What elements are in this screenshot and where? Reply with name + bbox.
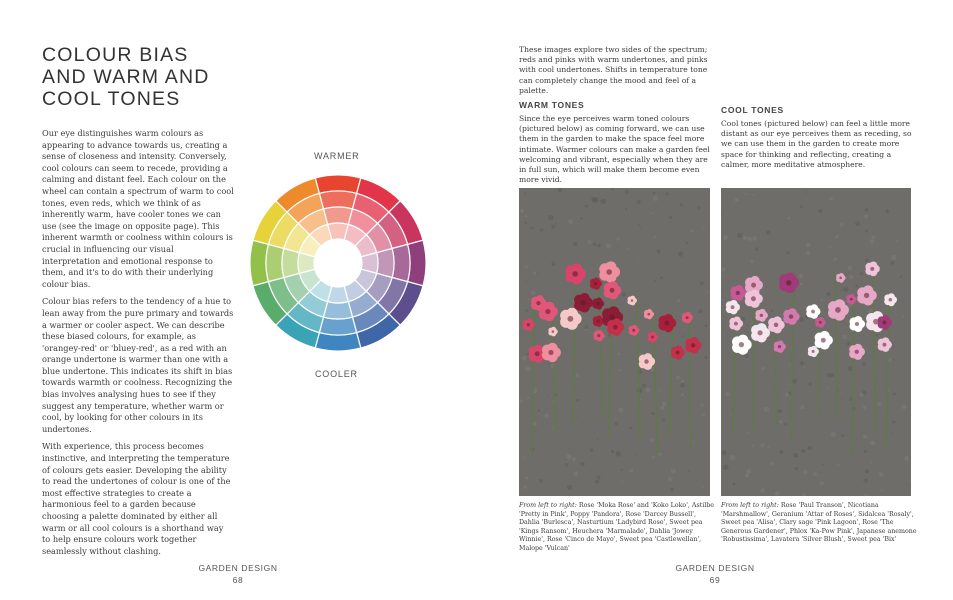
title-line: COOL TONES — [42, 88, 181, 110]
flower-centre — [855, 322, 859, 326]
flower-centre — [734, 322, 738, 326]
wheel-segment — [324, 207, 353, 224]
cool-photo-caption — [721, 502, 917, 545]
flower-centre — [786, 280, 791, 285]
footer-title: GARDEN DESIGN — [198, 563, 278, 573]
flower-centre — [606, 269, 612, 275]
flower-centre — [596, 302, 599, 305]
flower-centre — [864, 293, 869, 298]
flower-centre — [821, 338, 826, 343]
flower-centre — [580, 300, 585, 305]
wheel-segment — [377, 249, 394, 278]
flower-centre — [686, 316, 689, 319]
flower-stem — [669, 317, 673, 436]
wheel-segment — [392, 244, 410, 281]
flower-stem — [573, 270, 577, 427]
flower-centre — [632, 329, 635, 332]
wheel-center — [315, 240, 361, 286]
flower-centre — [850, 298, 853, 301]
flower-stem — [873, 263, 876, 430]
flower-centre — [889, 298, 892, 301]
flower-stem — [835, 271, 837, 418]
body-paragraph: Our eye distinguishes warm colours as appearing to advance towards us, creating a sense of closeness and intensity. Conversely, cool colours can seem to recede, providing a calming and distant feel. Each colour on the wheel can contain a spectrum of warm to cool tones, even reds, which we think of as inherently warm, have cooler tones we can use (see the image on opposite page). This inherent warmth or coolness within colours is crucial in influencing our visual interpretation and emotional response to them, and it's to do with their underlying colour bias. — [42, 128, 234, 289]
body-paragraph: With experience, this process becomes instinctive, and interpreting the temperature of colours gets easier. Developing the ability to read the undertones of colour is one of the most effective strategies to create a harmonious feel to a garden because choosing a palette dominated by either all warm or all cool colours is a shorthand way to help ensure colours work together seamlessly without clashing. — [42, 441, 231, 556]
footer-title: GARDEN DESIGN — [675, 563, 755, 573]
flower-centre — [545, 309, 550, 314]
title-line: COLOUR BIAS — [42, 44, 189, 66]
flower-stem — [553, 306, 555, 430]
flower-centre — [778, 345, 781, 348]
caption-lead: From left to right: — [721, 502, 779, 509]
page-title — [42, 44, 262, 110]
body-text — [42, 128, 234, 563]
flower-centre — [789, 314, 793, 318]
wheel-segment — [324, 302, 353, 319]
caption-text: Rose 'Moka Rose' and 'Koko Loko', Astilbe 'Pretty in Pink', Poppy 'Pandora', Rose 'Darcey Bussell', Dahlia 'Burlesca', Nasturtium 'Ladybird Rose', Sweet pea 'Kings Ransom', Heuchera 'Marmalade', Dahlia 'Jowey Winnie', Rose 'Cinco de Mayo', Sweet pea 'Castlewellan', Malope 'Vulcan' — [519, 502, 715, 552]
caption-lead: From left to right: — [519, 502, 577, 509]
flower-stem — [688, 310, 691, 449]
flower-centre — [739, 342, 744, 347]
flower-centre — [812, 350, 815, 353]
cool-tones-text: Cool tones (pictured below) can feel a little more distant as our eye perceives them as receding, so we can use them in the garden to create more space for thinking and reflecting, creating a calmer, more meditative atmosphere. — [721, 119, 912, 169]
warm-photo-caption — [519, 502, 715, 554]
flower-centre — [774, 323, 779, 328]
flower-centre — [883, 320, 887, 324]
warm-tones-text: Since the eye perceives warm toned colours (pictured below) as coming forward, we can use them in the garden to make the space feel more intimate. Warmer colours can make a garden feel welcoming and vibrant, especially when they are in full sun, which will make them become even more vivid. — [519, 114, 710, 185]
flower-centre — [644, 359, 648, 363]
wheel-segment — [282, 249, 299, 278]
page-number: 69 — [709, 575, 721, 585]
right-page — [476, 0, 953, 600]
flower-centre — [631, 299, 634, 302]
page-footer — [615, 562, 815, 586]
cool-tones-heading: COOL TONES — [721, 105, 784, 115]
flower-centre — [811, 310, 815, 314]
flower-centre — [597, 334, 600, 337]
flower-centre — [839, 277, 842, 280]
wheel-segment — [266, 244, 284, 281]
page-number: 68 — [232, 575, 244, 585]
flower-centre — [651, 336, 654, 339]
wheel-segment — [319, 317, 356, 335]
flower-centre — [597, 320, 600, 323]
flower-centre — [572, 271, 578, 277]
flower-centre — [613, 325, 618, 330]
flower-centre — [567, 316, 573, 322]
left-page — [0, 0, 476, 600]
flower-stem — [791, 274, 795, 443]
flower-centre — [835, 307, 841, 313]
flower-stem — [637, 296, 641, 442]
body-paragraph: Colour bias refers to the tendency of a hue to lean away from the pure primary and towards a warmer or cooler aspect. We can describe these biased colours, for example, as 'orangey-red' or 'bluey-red', as a red with an orange undertone is warmer than one with a blue undertone. This indicates its shift in bias towards warmth or coolness. Recognizing the bias involves analysing hues to see if they suggest any temperature, whether warm or cool, by looking for other colours in its undertones. — [42, 296, 234, 434]
warm-tones-heading: WARM TONES — [519, 100, 585, 110]
caption-text: Rose 'Paul Transon', Nicotiana 'Marshmallow', Geranium 'Attar of Roses', Sidalcea 'Rosaly', Sweet pea 'Alisa', Clary sage 'Pink Lagoon', Rose 'The Generous Gardener', Phlox 'Ka-Pow Pink', Japanese anemone 'Robustissima', Lavatera 'Silver Blush', Sweet pea 'Bix' — [721, 502, 917, 544]
wheel-warmer-label: WARMER — [314, 151, 360, 161]
flower-stem — [653, 309, 658, 453]
flower-stem — [775, 318, 776, 428]
intro-text: These images explore two sides of the spectrum; reds and pinks with warm undertones, and pinks with cool undertones. Shifts in temperature tone can completely change the mood and feel of a palette. — [519, 45, 708, 95]
page-footer — [138, 562, 338, 586]
flower-centre — [609, 314, 615, 320]
flower-centre — [610, 288, 615, 293]
flower-centre — [676, 351, 680, 355]
wheel-cooler-label: COOLER — [315, 369, 358, 379]
cool-flowers-photo — [721, 188, 911, 496]
flower-centre — [548, 350, 553, 355]
flower-centre — [883, 343, 887, 347]
flower-centre — [751, 283, 756, 288]
flower-centre — [527, 323, 530, 326]
flower-centre — [535, 351, 540, 356]
flower-centre — [736, 291, 740, 295]
title-line: AND WARM AND — [42, 66, 210, 88]
colour-wheel — [238, 163, 438, 363]
flower-centre — [760, 314, 763, 317]
flower-centre — [594, 282, 597, 285]
warm-flowers-photo — [519, 188, 710, 496]
flower-centre — [751, 296, 756, 301]
flower-centre — [691, 343, 695, 347]
flower-centre — [552, 330, 555, 333]
flower-centre — [757, 330, 762, 335]
flower-centre — [536, 301, 540, 305]
flower-centre — [855, 350, 859, 354]
wheel-segment — [319, 191, 356, 209]
flower-centre — [647, 313, 650, 316]
flower-centre — [870, 267, 874, 271]
flower-centre — [731, 305, 735, 309]
flower-centre — [665, 321, 670, 326]
flower-centre — [819, 321, 822, 324]
